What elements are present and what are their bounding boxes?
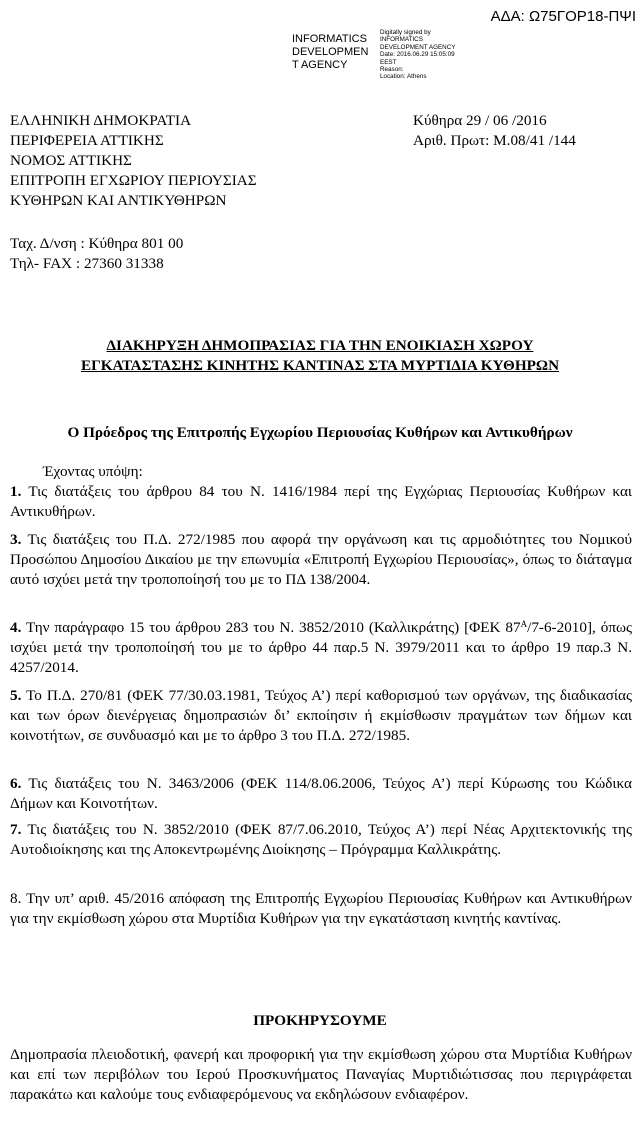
signature-org-line: INFORMATICS xyxy=(292,33,367,45)
item-number: 1. xyxy=(10,483,22,500)
title-line: ΔΙΑΚΗΡΥΞΗ ΔΗΜΟΠΡΑΣΙΑΣ ΓΙΑ ΤΗΝ ΕΝΟΙΚΙΑΣΗ ΧΩΡΟΥ xyxy=(106,337,534,354)
authority-line: ΝΟΜΟΣ ΑΤΤΙΚΗΣ xyxy=(10,152,132,169)
authority-line: ΕΛΛΗΝΙΚΗ ΔΗΜΟΚΡΑΤΙΑ xyxy=(10,112,192,129)
item-text: Τις διατάξεις του Ν. 3852/2010 (ΦΕΚ 87/7.06.2010, Τεύχος Α’) περί Νέας Αρχιτεκτονικής της Αυτοδιοίκησης και της Αποκεντρωμένης Διοίκησης – Πρόγραμμα Καλλικράτης. xyxy=(10,821,632,858)
item-number: 5. xyxy=(10,687,22,704)
list-item xyxy=(10,774,632,814)
item-text: Το Π.Δ. 270/81 (ΦΕΚ 77/30.03.1981, Τεύχος Α’) περί καθορισμού των οργάνων, της διαδικασίας και των όρων διενέργειας δημοπρασιών δι’ εκποίησιν ή εκμίσθωσιν πραγμάτων των δήμων και κοινοτήτων, σε συνδυασμό και με το άρθρο 3 του Π.Δ. 272/1985. xyxy=(10,687,632,744)
authority-line: ΚΥΘΗΡΩΝ ΚΑΙ ΑΝΤΙΚΥΘΗΡΩΝ xyxy=(10,192,227,209)
signature-org-line: DEVELOPMEN xyxy=(292,46,369,58)
postal-address: Ταχ. Δ/νση : Κύθηρα 801 00 xyxy=(10,235,184,252)
authority-line: ΠΕΡΙΦΕΡΕΙΑ ΑΤΤΙΚΗΣ xyxy=(10,132,164,149)
signature-detail-line: DEVELOPMENT AGENCY xyxy=(380,43,456,51)
signature-org-line: T AGENCY xyxy=(292,59,348,71)
ada-code: ΑΔΑ: Ω75ΓΟΡ18-ΠΨΙ xyxy=(490,8,636,25)
proclamation-text: Δημοπρασία πλειοδοτική, φανερή και προφορική για την εκμίσθωση χώρου στα Μυρτίδια Κυθήρων και επί των περιβόλων του Ιερού Προσκυνήματος Παναγίας Μυρτιδιώτισσας που περιγράφεται παρακάτω και καλούμε τους ενδιαφερόμενους να εκδηλώσουν ενδιαφέρον. xyxy=(10,1046,632,1103)
phone-fax: Τηλ- FAX : 27360 31338 xyxy=(10,255,164,272)
item-text: Την παράγραφο 15 του άρθρου 283 του Ν. 3852/2010 (Καλλικράτης) [ΦΕΚ 87 xyxy=(26,619,521,636)
signature-details xyxy=(380,29,480,81)
list-item xyxy=(10,889,632,929)
document-date: Κύθηρα 29 / 06 /2016 xyxy=(413,112,547,129)
list-item xyxy=(10,686,632,746)
letterhead-reference xyxy=(413,111,576,151)
contact-info xyxy=(10,234,183,274)
signature-detail-line: Date: 2016.06.29 15:05:09 xyxy=(380,51,455,59)
item-superscript: Α xyxy=(520,619,528,629)
authority-line: ΕΠΙΤΡΟΠΗ ΕΓΧΩΡΙΟΥ ΠΕΡΙΟΥΣΙΑΣ xyxy=(10,172,257,189)
signature-detail-line: Digitally signed by xyxy=(380,29,431,36)
item-text: Τις διατάξεις του Π.Δ. 272/1985 που αφορά την οργάνωση και τις αρμοδιότητες του Νομικού Προσώπου Δημοσίου Δικαίου με την επωνυμία «Επιτροπή Εγχωρίου Περιουσίας», όπως το διάταγμα αυτό ισχύει μετά την τροποποίησή του με το ΠΔ 138/2004. xyxy=(10,531,632,588)
item-text: /7-6-2010], όπως ισχύει μετά την τροποποίησή του με το άρθρο 44 παρ.5 Ν. 3979/2011 και το άρθρο 19 παρ.3 Ν. 4257/2014. xyxy=(10,619,632,676)
signature-detail-line: EEST xyxy=(380,58,397,66)
proclamation-heading: ΠΡΟΚΗΡΥΣΟΥΜΕ xyxy=(253,1012,387,1029)
signature-detail-line: INFORMATICS xyxy=(380,36,423,44)
list-item xyxy=(10,530,632,590)
item-number: 7. xyxy=(10,821,22,838)
item-text: Τις διατάξεις του άρθρου 84 του Ν. 1416/1984 περί της Εγχώριας Περιουσίας Κυθήρων και Αντικυθήρων. xyxy=(10,483,632,520)
letterhead-authority xyxy=(10,111,257,211)
list-item xyxy=(10,482,632,522)
signature-organization xyxy=(292,33,374,72)
considering-label: Έχοντας υπόψη: xyxy=(43,463,143,480)
signature-detail-line: Location: Athens xyxy=(380,73,427,81)
item-number: 8. xyxy=(10,890,22,907)
document-title xyxy=(0,336,640,376)
list-item xyxy=(10,618,632,678)
president-heading: Ο Πρόεδρος της Επιτροπής Εγχωρίου Περιουσίας Κυθήρων και Αντικυθήρων xyxy=(67,424,573,441)
title-line: ΕΓΚΑΤΑΣΤΑΣΗΣ ΚΙΝΗΤΗΣ ΚΑΝΤΙΝΑΣ ΣΤΑ ΜΥΡΤΙΔΙΑ ΚΥΘΗΡΩΝ xyxy=(80,357,560,374)
item-number: 3. xyxy=(10,531,22,548)
protocol-number: Αριθ. Πρωτ: Μ.08/41 /144 xyxy=(413,132,576,149)
item-text: Τις διατάξεις του Ν. 3463/2006 (ΦΕΚ 114/8.06.2006, Τεύχος Α’) περί Κύρωσης του Κώδικα Δήμων και Κοινοτήτων. xyxy=(10,775,632,812)
item-text: Την υπ’ αριθ. 45/2016 απόφαση της Επιτροπής Εγχωρίου Περιουσίας Κυθήρων και Αντικυθήρων για την εκμίσθωση χώρου στα Μυρτίδια Κυθήρων για την εγκατάσταση κινητής καντίνας. xyxy=(10,890,632,927)
list-item xyxy=(10,820,632,860)
signature-detail-line: Reason: xyxy=(380,66,404,74)
item-number: 4. xyxy=(10,619,22,636)
item-number: 6. xyxy=(10,775,22,792)
